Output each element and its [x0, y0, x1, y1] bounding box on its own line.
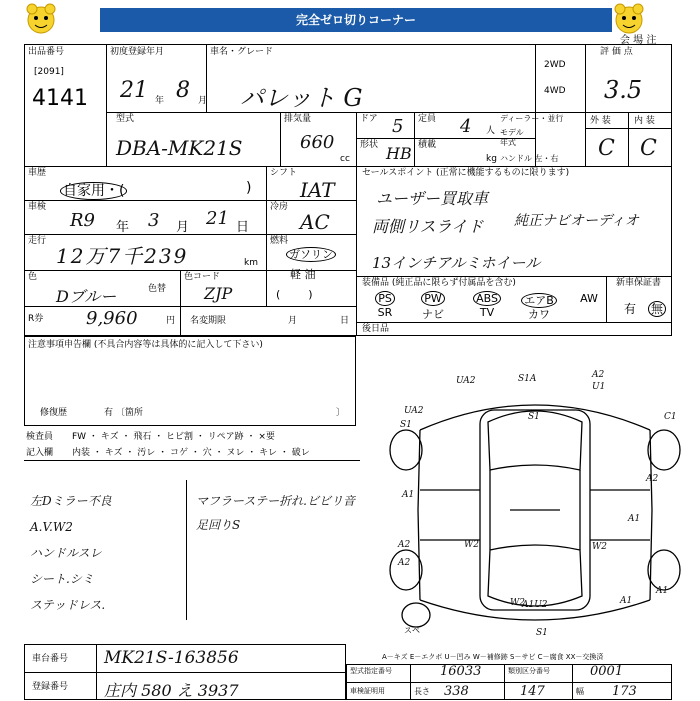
- spec-v6: 173: [612, 684, 637, 699]
- diag-label-16: A2: [398, 558, 411, 568]
- diag-label-20: S1: [536, 628, 548, 638]
- fuel-selected: ガソリン: [286, 247, 336, 262]
- diag-label-10: A1: [402, 490, 415, 500]
- car-name-value: パレット G: [240, 84, 363, 112]
- checker-label-1: 検査員: [26, 432, 54, 442]
- diag-label-1: UA2: [456, 376, 476, 386]
- interior-label: 内 装: [634, 116, 655, 126]
- diag-label-19: A1: [620, 596, 633, 606]
- inspection-era: R9: [70, 210, 96, 231]
- inspector-note-2: A.V.W2: [30, 520, 73, 534]
- chassis-value: MK21S-163856: [104, 648, 239, 668]
- name-change-label: 名変期限: [190, 316, 227, 326]
- diag-label-7: S1: [528, 412, 540, 422]
- exterior-value: C: [598, 136, 615, 161]
- diag-label-2: S1A: [518, 374, 537, 384]
- recycle-unit: 円: [166, 316, 176, 326]
- diag-label-18: A1U2: [522, 600, 548, 610]
- sales-item-3: 純正ナビオーディオ: [514, 213, 639, 229]
- first-reg-month: 8: [176, 78, 190, 103]
- warranty-no: [648, 300, 666, 317]
- spec-h6: 幅: [576, 687, 584, 696]
- name-change-month: 月: [288, 316, 298, 326]
- diag-label-5: UA2: [404, 406, 424, 416]
- spec-h2: 類別区分番号: [508, 667, 550, 675]
- displacement-unit: cc: [340, 154, 350, 164]
- history-label: 車歴: [28, 168, 47, 178]
- mascot-icon-left: [24, 3, 58, 35]
- first-reg-label: 初度登録年月: [110, 47, 165, 57]
- diag-label-11: A1: [628, 514, 641, 524]
- inspector-note-3: ハンドルスレ: [30, 546, 102, 560]
- shift-value: IAT: [300, 178, 335, 202]
- diag-label-21: スペ: [404, 626, 420, 635]
- load-unit: kg: [486, 154, 497, 164]
- history-value: [60, 180, 127, 200]
- color-label: 色: [28, 272, 38, 282]
- history-selected: 自家用・(: [60, 182, 127, 200]
- equipment-label: 装備品 (純正品に限らず付属品を含む): [362, 278, 516, 288]
- diag-label-9: A2: [646, 474, 659, 484]
- ac-value: AC: [300, 210, 330, 234]
- shape-value: HB: [386, 144, 412, 163]
- sales-item-1: ユーザー買取車: [376, 189, 489, 208]
- equip-abs: ABS: [464, 292, 510, 305]
- fuel-diesel: 軽 油: [290, 268, 316, 281]
- damage-legend: A－キズ E－エクボ U－凹み W－補修跡 S－サビ C－腐食 XX－交換済: [382, 653, 604, 661]
- equip-leather: カワ: [528, 308, 550, 321]
- lot-sub: [2091]: [34, 67, 64, 77]
- corner-banner: 完全ゼロ切りコーナー: [100, 8, 612, 32]
- displacement-value: 660: [300, 132, 335, 153]
- fuel-other: ( ): [276, 288, 313, 301]
- exterior-label: 外 装: [590, 116, 611, 126]
- fuel-gasoline: [286, 246, 336, 262]
- registration-value: 庄内 580 え 3937: [104, 681, 239, 700]
- spec-v1: 16033: [440, 664, 482, 679]
- doors-label: ドア: [360, 114, 378, 124]
- car-name-label: 車名・グレード: [210, 47, 274, 57]
- equip-pw: PW: [410, 292, 456, 305]
- diag-label-14: W2: [510, 598, 525, 608]
- capacity-unit: 人: [486, 126, 496, 136]
- name-change-day: 日: [340, 316, 350, 326]
- model-label: 型式: [116, 114, 135, 124]
- color-value: Dブルー: [56, 287, 117, 306]
- mascot-icon-right: [612, 3, 646, 35]
- lot-label: 出品番号: [28, 47, 65, 57]
- notes-title: 注意事項申告欄 (不具合内容等は具体的に記入して下さい): [28, 340, 263, 350]
- diag-label-8: C1: [664, 412, 677, 422]
- spec-v5: 147: [520, 684, 545, 699]
- inspector-note-5: ステッドレス.: [30, 598, 106, 612]
- warranty-selected: 無: [648, 301, 666, 317]
- dealer-label: ディーラー・並行: [500, 114, 564, 123]
- diag-label-17: A1: [656, 586, 669, 596]
- mileage-unit: km: [244, 258, 258, 268]
- mileage-value: 12万7千239: [56, 244, 189, 268]
- color-code-value: ZJP: [204, 284, 233, 303]
- color-code-label: 色コード: [184, 272, 221, 282]
- score-value: 3.5: [604, 76, 643, 104]
- handle-label: ハンドル 左・右: [500, 154, 559, 163]
- checker-label-2: 記入欄: [26, 448, 54, 458]
- drive-4wd: 4WD: [544, 86, 566, 96]
- warranty-yes: 有: [624, 302, 637, 316]
- capacity-label: 定員: [418, 114, 437, 124]
- inspector-note-6: マフラーステー折れ.ビビリ音: [196, 494, 355, 508]
- model-value: DBA-MK21S: [116, 136, 243, 160]
- spec-v4: 338: [444, 684, 469, 699]
- inspection-month: 3: [148, 210, 160, 231]
- repair-value: 有 〔箇所: [104, 408, 143, 418]
- first-reg-year-unit: 年: [155, 96, 165, 106]
- fuel-label: 燃料: [270, 236, 289, 246]
- holder-label: 後日品: [362, 324, 390, 334]
- sales-item-2: 両側リスライド: [372, 217, 484, 236]
- equip-sr: SR: [377, 306, 393, 319]
- diag-label-15: A2: [398, 540, 411, 550]
- interior-value: C: [640, 136, 657, 161]
- inspection-month-unit: 月: [176, 220, 190, 235]
- equip-navi: ナビ: [422, 308, 444, 321]
- sales-item-4: 13インチアルミホイール: [372, 254, 541, 272]
- drive-2wd: 2WD: [544, 60, 566, 70]
- registration-label: 登録番号: [32, 682, 69, 692]
- lot-number: 4141: [32, 86, 88, 111]
- inspection-label: 車検: [28, 202, 47, 212]
- repair-close: 〕: [336, 408, 346, 418]
- equip-tv: TV: [479, 306, 495, 319]
- diag-label-13: W2: [592, 542, 607, 552]
- equip-airbag: エアB: [516, 292, 562, 308]
- history-close: ): [246, 180, 252, 196]
- shape-label: 形状: [360, 140, 379, 150]
- capacity-value: 4: [460, 116, 472, 137]
- first-reg-month-unit: 月: [198, 96, 208, 106]
- inspector-note-1: 左Dミラー不良: [30, 494, 112, 508]
- inspection-day-unit: 日: [236, 220, 250, 235]
- load-label: 積載: [418, 140, 437, 150]
- checker-row-1: FW ・ キズ ・ 飛石 ・ ヒビ割 ・ リペア跡 ・ ×要: [72, 432, 275, 442]
- diag-label-12: W2: [464, 540, 479, 550]
- equip-aw: AW: [580, 292, 598, 305]
- chassis-label: 車台番号: [32, 654, 69, 664]
- inspector-note-4: シート.シミ: [30, 572, 94, 586]
- sales-label: セールスポイント (正常に機能するものに限ります): [362, 168, 570, 178]
- ac-label: 冷房: [270, 202, 289, 212]
- inspector-note-7: 足回りS: [196, 518, 241, 532]
- inspection-year-unit: 年: [116, 220, 130, 235]
- color-change-label: 色替: [148, 284, 167, 294]
- model-year-label: モデル年式: [500, 128, 524, 147]
- equip-ps: PS: [362, 292, 408, 305]
- score-label: 評 価 点: [600, 47, 633, 57]
- checker-row-2: 内装 ・ キズ ・ 汚レ ・ コゲ ・ 穴 ・ ヌレ ・ キレ ・ 破レ: [72, 448, 310, 458]
- corner-text: 会 場 注: [620, 35, 657, 46]
- first-reg-year: 21: [120, 78, 148, 103]
- diag-label-6: S1: [400, 420, 412, 430]
- inspection-day: 21: [206, 208, 229, 229]
- spec-h1: 型式指定番号: [350, 667, 392, 675]
- diag-label-4: U1: [592, 382, 606, 392]
- warranty-label: 新車保証書: [616, 278, 662, 288]
- spec-h3: 車検証明用: [350, 687, 385, 695]
- mileage-label: 走行: [28, 236, 47, 246]
- recycle-value: 9,960: [86, 308, 138, 329]
- recycle-label: R券: [28, 314, 44, 324]
- repair-label: 修復歴: [40, 408, 68, 418]
- spec-h4: 長さ: [414, 687, 430, 696]
- doors-value: 5: [392, 116, 404, 137]
- spec-v2: 0001: [590, 664, 624, 679]
- shift-label: シフト: [270, 168, 298, 178]
- diag-label-3: A2: [592, 370, 605, 380]
- displacement-label: 排気量: [284, 114, 312, 124]
